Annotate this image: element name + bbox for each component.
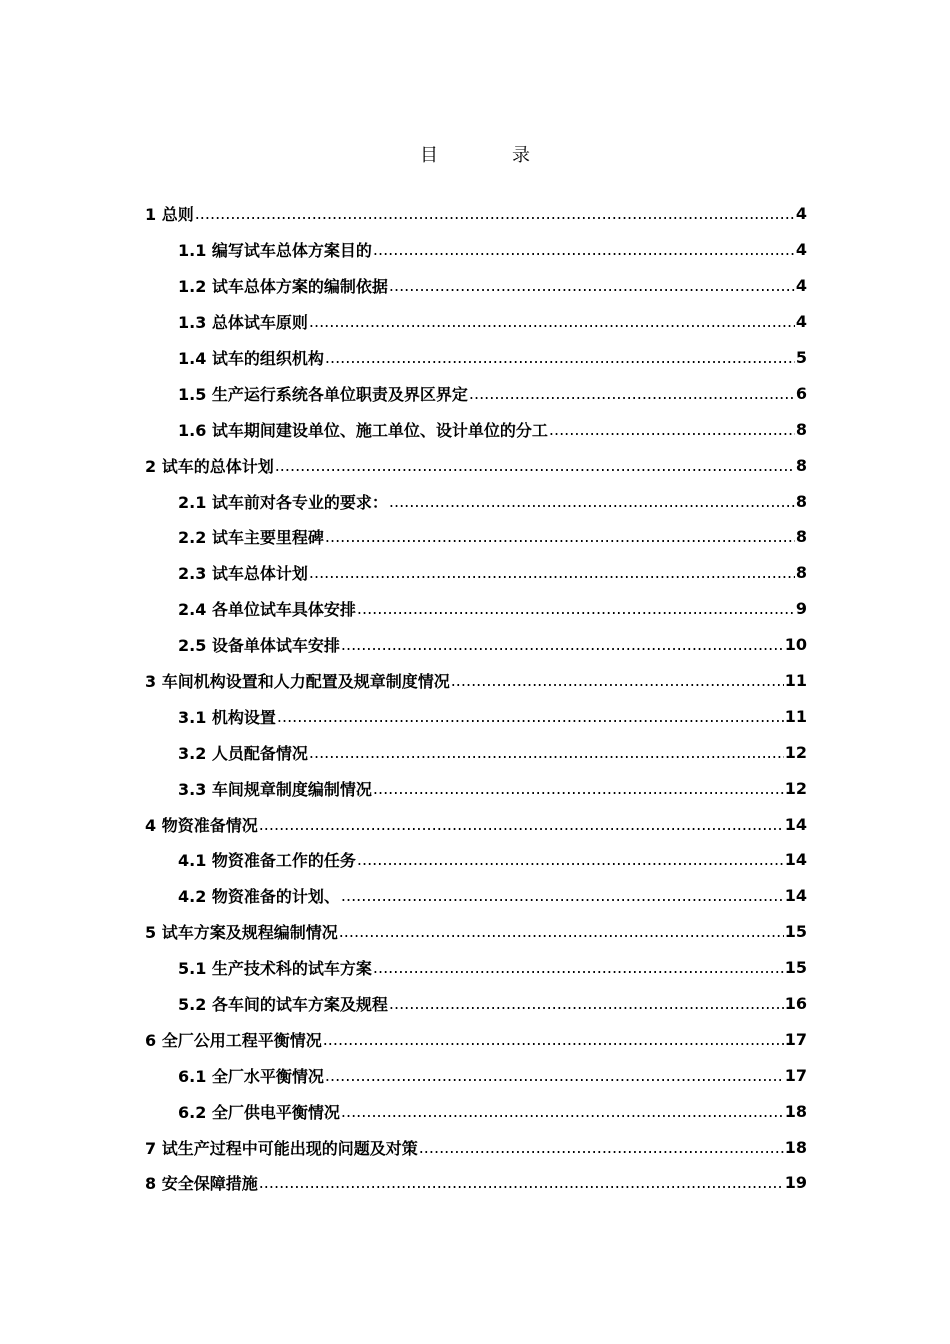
dot-leader [325, 527, 795, 546]
toc-entry-label: 3.2 人员配备情况 [178, 743, 308, 763]
toc-entry[interactable] [145, 519, 807, 555]
dot-leader [389, 492, 795, 511]
toc-entry-label: 3.3 车间规章制度编制情况 [178, 779, 372, 799]
toc-entry-label: 6.2 全厂供电平衡情况 [178, 1102, 340, 1122]
dot-leader [469, 384, 795, 403]
dot-leader [373, 240, 795, 259]
toc-entry-page-number: 4 [795, 204, 807, 224]
dot-leader [341, 635, 784, 654]
dot-leader [339, 922, 784, 941]
dot-leader [309, 743, 784, 762]
dot-leader [277, 707, 784, 726]
dot-leader [373, 779, 784, 798]
toc-entry-page-number: 12 [784, 742, 807, 762]
toc-entry[interactable] [145, 734, 807, 770]
toc-entry-page-number: 16 [784, 994, 807, 1014]
toc-entry-label: 1.3 总体试车原则 [178, 313, 308, 333]
toc-entry-label: 5.1 生产技术科的试车方案 [178, 959, 372, 979]
toc-entry[interactable] [145, 591, 807, 627]
dot-leader [373, 958, 784, 977]
dot-leader [357, 850, 784, 869]
toc-entry-page-number: 15 [784, 922, 807, 942]
toc-entry-page-number: 15 [784, 958, 807, 978]
toc-entry-page-number: 8 [795, 527, 807, 547]
dot-leader [275, 456, 795, 475]
toc-entry[interactable] [145, 232, 807, 268]
toc-entry-page-number: 17 [784, 1029, 807, 1049]
toc-entry-page-number: 12 [784, 778, 807, 798]
toc-entry-page-number: 4 [795, 276, 807, 296]
toc-entry-page-number: 5 [795, 348, 807, 367]
dot-leader [259, 1173, 784, 1192]
toc-entry-label: 8 安全保障措施 [145, 1174, 258, 1194]
toc-entry-page-number: 4 [795, 240, 807, 260]
dot-leader [325, 1066, 784, 1085]
dot-leader [419, 1138, 784, 1157]
toc-entry[interactable] [145, 986, 807, 1022]
toc-entry-label: 1.1 编写试车总体方案目的 [178, 241, 372, 261]
toc-entry-page-number: 11 [784, 671, 807, 691]
toc-entry-label: 1 总则 [145, 205, 194, 225]
toc-entry-label: 6 全厂公用工程平衡情况 [145, 1030, 322, 1050]
dot-leader [323, 1030, 784, 1049]
toc-entry-page-number: 14 [784, 886, 807, 906]
dot-leader [389, 994, 784, 1013]
toc-entry[interactable] [145, 770, 807, 806]
dot-leader [341, 886, 784, 905]
toc-entry-page-number: 11 [784, 706, 807, 726]
table-of-contents [145, 196, 807, 1201]
toc-entry[interactable] [145, 914, 807, 950]
toc-title: 目 录 [420, 145, 558, 166]
toc-entry[interactable] [145, 1093, 807, 1129]
toc-entry-label: 5 试车方案及规程编制情况 [145, 923, 338, 943]
toc-entry[interactable] [145, 878, 807, 914]
dot-leader [325, 348, 795, 367]
toc-entry-label: 4.2 物资准备的计划、 [178, 887, 340, 907]
toc-entry-page-number: 4 [795, 312, 807, 332]
dot-leader [259, 815, 784, 834]
toc-entry[interactable] [145, 411, 807, 447]
dot-leader [549, 420, 795, 439]
toc-entry-page-number: 14 [784, 814, 807, 834]
toc-entry[interactable] [145, 698, 807, 734]
toc-entry[interactable] [145, 340, 807, 376]
toc-entry-label: 1.2 试车总体方案的编制依据 [178, 277, 388, 297]
dot-leader [341, 1102, 784, 1121]
toc-entry-label: 2 试车的总体计划 [145, 456, 274, 476]
toc-entry[interactable] [145, 555, 807, 591]
toc-entry-page-number: 9 [795, 599, 807, 619]
toc-entry[interactable] [145, 375, 807, 411]
toc-entry-page-number: 14 [784, 850, 807, 870]
toc-entry[interactable] [145, 196, 807, 232]
toc-entry[interactable] [145, 304, 807, 340]
toc-entry-label: 2.5 设备单体试车安排 [178, 636, 340, 656]
toc-entry[interactable] [145, 1165, 807, 1201]
toc-entry[interactable] [145, 268, 807, 304]
dot-leader [357, 599, 795, 618]
toc-entry[interactable] [145, 663, 807, 699]
dot-leader [195, 204, 795, 223]
toc-entry[interactable] [145, 842, 807, 878]
toc-entry-label: 6.1 全厂水平衡情况 [178, 1066, 324, 1086]
toc-entry-page-number: 8 [795, 491, 807, 511]
toc-entry[interactable] [145, 483, 807, 519]
toc-entry-page-number: 8 [795, 563, 807, 583]
dot-leader [309, 312, 795, 331]
toc-entry-label: 1.4 试车的组织机构 [178, 349, 324, 368]
toc-entry-label: 2.1 试车前对各专业的要求： [178, 492, 388, 512]
toc-entry-label: 2.3 试车总体计划 [178, 564, 308, 584]
toc-entry[interactable] [145, 627, 807, 663]
toc-entry-label: 7 试生产过程中可能出现的问题及对策 [145, 1138, 418, 1158]
toc-entry-label: 3.1 机构设置 [178, 707, 276, 727]
toc-entry[interactable] [145, 1021, 807, 1057]
dot-leader [309, 563, 795, 582]
toc-entry[interactable] [145, 950, 807, 986]
toc-entry-label: 3 车间机构设置和人力配置及规章制度情况 [145, 672, 450, 692]
dot-leader [389, 276, 795, 295]
toc-entry-label: 5.2 各车间的试车方案及规程 [178, 995, 388, 1015]
toc-entry-page-number: 18 [784, 1101, 807, 1121]
toc-entry-label: 2.4 各单位试车具体安排 [178, 600, 356, 620]
toc-entry-page-number: 18 [784, 1137, 807, 1157]
dot-leader [451, 671, 784, 690]
toc-entry-page-number: 6 [795, 383, 807, 403]
toc-entry[interactable] [145, 1129, 807, 1165]
toc-entry-page-number: 8 [795, 455, 807, 475]
toc-entry-label: 1.5 生产运行系统各单位职责及界区界定 [178, 384, 468, 404]
toc-entry[interactable] [145, 806, 807, 842]
toc-entry[interactable] [145, 1057, 807, 1093]
toc-entry-label: 4 物资准备情况 [145, 815, 258, 835]
toc-entry-label: 2.2 试车主要里程碑 [178, 528, 324, 548]
toc-entry[interactable] [145, 447, 807, 483]
toc-entry-page-number: 19 [784, 1173, 807, 1193]
toc-entry-page-number: 10 [784, 635, 807, 655]
toc-entry-label: 4.1 物资准备工作的任务 [178, 851, 356, 871]
toc-entry-label: 1.6 试车期间建设单位、施工单位、设计单位的分工 [178, 420, 548, 440]
toc-entry-page-number: 8 [795, 419, 807, 439]
toc-entry-page-number: 17 [784, 1065, 807, 1085]
